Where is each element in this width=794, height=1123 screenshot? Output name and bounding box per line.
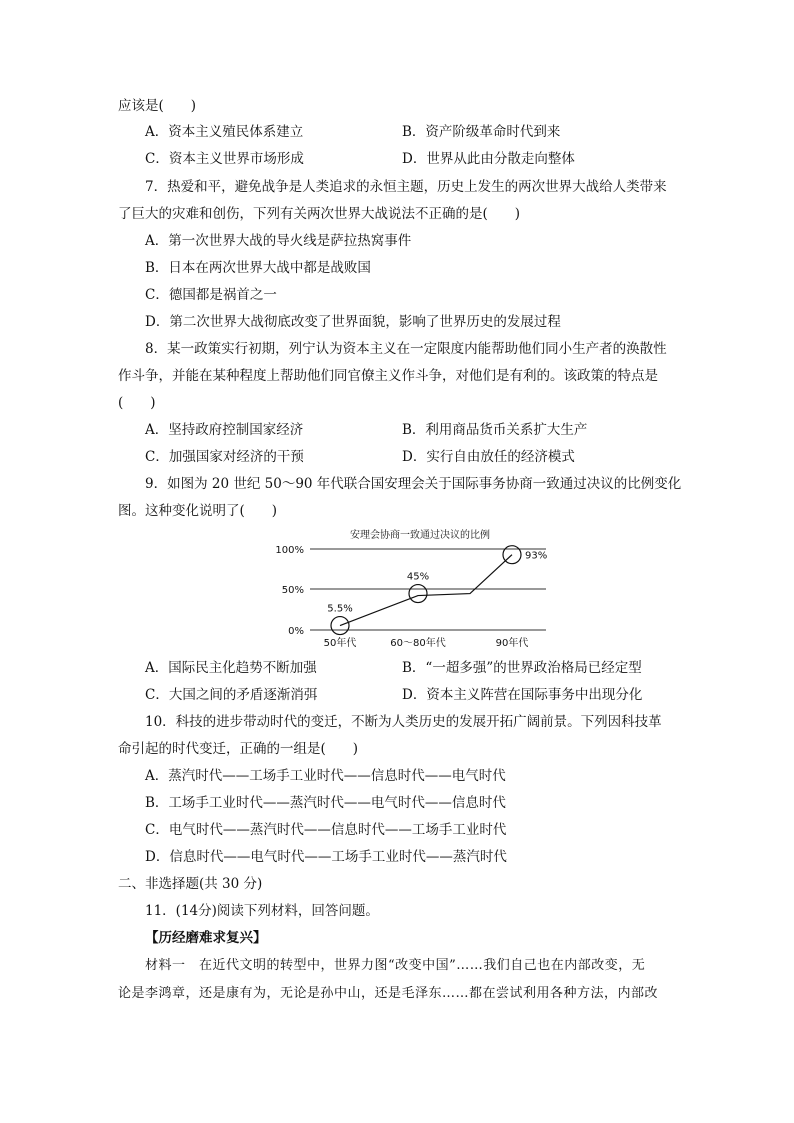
q6-option-a: A．资本主义殖民体系建立 bbox=[145, 124, 304, 140]
data-point-90s bbox=[503, 546, 521, 564]
y-tick-50: 50% bbox=[281, 585, 304, 596]
q9-option-c: C．大国之间的矛盾逐渐消弭 bbox=[145, 687, 318, 703]
q9-option-a: A．国际民主化趋势不断加强 bbox=[145, 660, 317, 676]
q10-option-c: C．电气时代——蒸汽时代——信息时代——工场手工业时代 bbox=[145, 822, 507, 838]
q11-material1-line2: 论是李鸿章，还是康有为，无论是孙中山，还是毛泽东……都在尝试利用各种方法，内部改 bbox=[118, 986, 659, 1001]
q7-option-c: C．德国都是祸首之一 bbox=[145, 287, 277, 303]
q8-option-b: B．利用商品货币关系扩大生产 bbox=[402, 422, 588, 438]
y-tick-100: 100% bbox=[275, 545, 304, 556]
q10-stem-line2: 命引起的时代变迁，正确的一组是( ) bbox=[118, 741, 359, 757]
q9-stem-line2: 图。这种变化说明了( ) bbox=[118, 503, 278, 519]
data-label-60s-80s: 45% bbox=[406, 571, 430, 583]
q6-option-c: C．资本主义世界市场形成 bbox=[145, 151, 304, 167]
q10-stem-line1: 10．科技的进步带动时代的变迁，不断为人类历史的发展开拓广阔前景。下列因科技革 bbox=[145, 714, 662, 730]
q6-option-b: B．资产阶级革命时代到来 bbox=[402, 124, 561, 140]
q8-option-d: D．实行自由放任的经济模式 bbox=[402, 449, 575, 465]
chart-title: 安理会协商一致通过决议的比例 bbox=[350, 530, 490, 541]
q9-option-d: D．资本主义阵营在国际事务中出现分化 bbox=[402, 687, 643, 703]
q8-stem-line3: ( ) bbox=[118, 395, 156, 411]
q6-stem-tail: 应该是( ) bbox=[118, 98, 197, 114]
q11-heading: 【历经磨难求复兴】 bbox=[145, 930, 267, 946]
q6-option-d: D．世界从此由分散走向整体 bbox=[402, 151, 575, 167]
data-label-50s: 5.5% bbox=[327, 603, 353, 615]
q10-option-b: B．工场手工业时代——蒸汽时代——电气时代——信息时代 bbox=[145, 795, 506, 811]
q7-option-b: B．日本在两次世界大战中都是战败国 bbox=[145, 260, 371, 276]
data-label-90s: 93% bbox=[525, 550, 548, 562]
q9-stem-line1: 9．如图为 20 世纪 50～90 年代联合国安理会关于国际事务协商一致通过决议的比例变化 bbox=[145, 476, 682, 492]
q7-option-a: A．第一次世界大战的导火线是萨拉热窝事件 bbox=[145, 233, 412, 249]
y-tick-0: 0% bbox=[288, 626, 304, 637]
q8-option-c: C．加强国家对经济的干预 bbox=[145, 449, 304, 465]
q8-stem-line2: 作斗争，并能在某种程度上帮助他们同官僚主义作斗争，对他们是有利的。该政策的特点是 bbox=[118, 368, 658, 384]
q7-stem-line1: 7．热爱和平，避免战争是人类追求的永恒主题，历史上发生的两次世界大战给人类带来 bbox=[145, 179, 667, 195]
q10-option-d: D．信息时代——电气时代——工场手工业时代——蒸汽时代 bbox=[145, 849, 507, 865]
q7-stem-line2: 了巨大的灾难和创伤，下列有关两次世界大战说法不正确的是( ) bbox=[118, 206, 521, 222]
x-tick-90s: 90年代 bbox=[495, 638, 529, 649]
q8-option-a: A．坚持政府控制国家经济 bbox=[145, 422, 304, 438]
q11-stem: 11．(14分)阅读下列材料，回答问题。 bbox=[145, 903, 379, 919]
section-heading: 二、非选择题(共 30 分) bbox=[118, 876, 263, 892]
data-point-60s-80s bbox=[409, 585, 427, 603]
x-tick-50s: 50年代 bbox=[323, 638, 357, 649]
q11-material1-line1: 材料一 在近代文明的转型中，世界力图“改变中国”……我们自己也在内部改变，无 bbox=[145, 958, 646, 973]
q7-option-d: D．第二次世界大战彻底改变了世界面貌，影响了世界历史的发展过程 bbox=[145, 314, 561, 330]
consensus-ratio-chart bbox=[270, 522, 570, 652]
x-tick-60s-80s: 60～80年代 bbox=[390, 638, 446, 649]
q10-option-a: A．蒸汽时代——工场手工业时代——信息时代——电气时代 bbox=[145, 768, 506, 784]
q8-stem-line1: 8．某一政策实行初期，列宁认为资本主义在一定限度内能帮助他们同小生产者的涣散性 bbox=[145, 341, 667, 357]
q9-option-b: B．“一超多强”的世界政治格局已经定型 bbox=[402, 660, 642, 676]
